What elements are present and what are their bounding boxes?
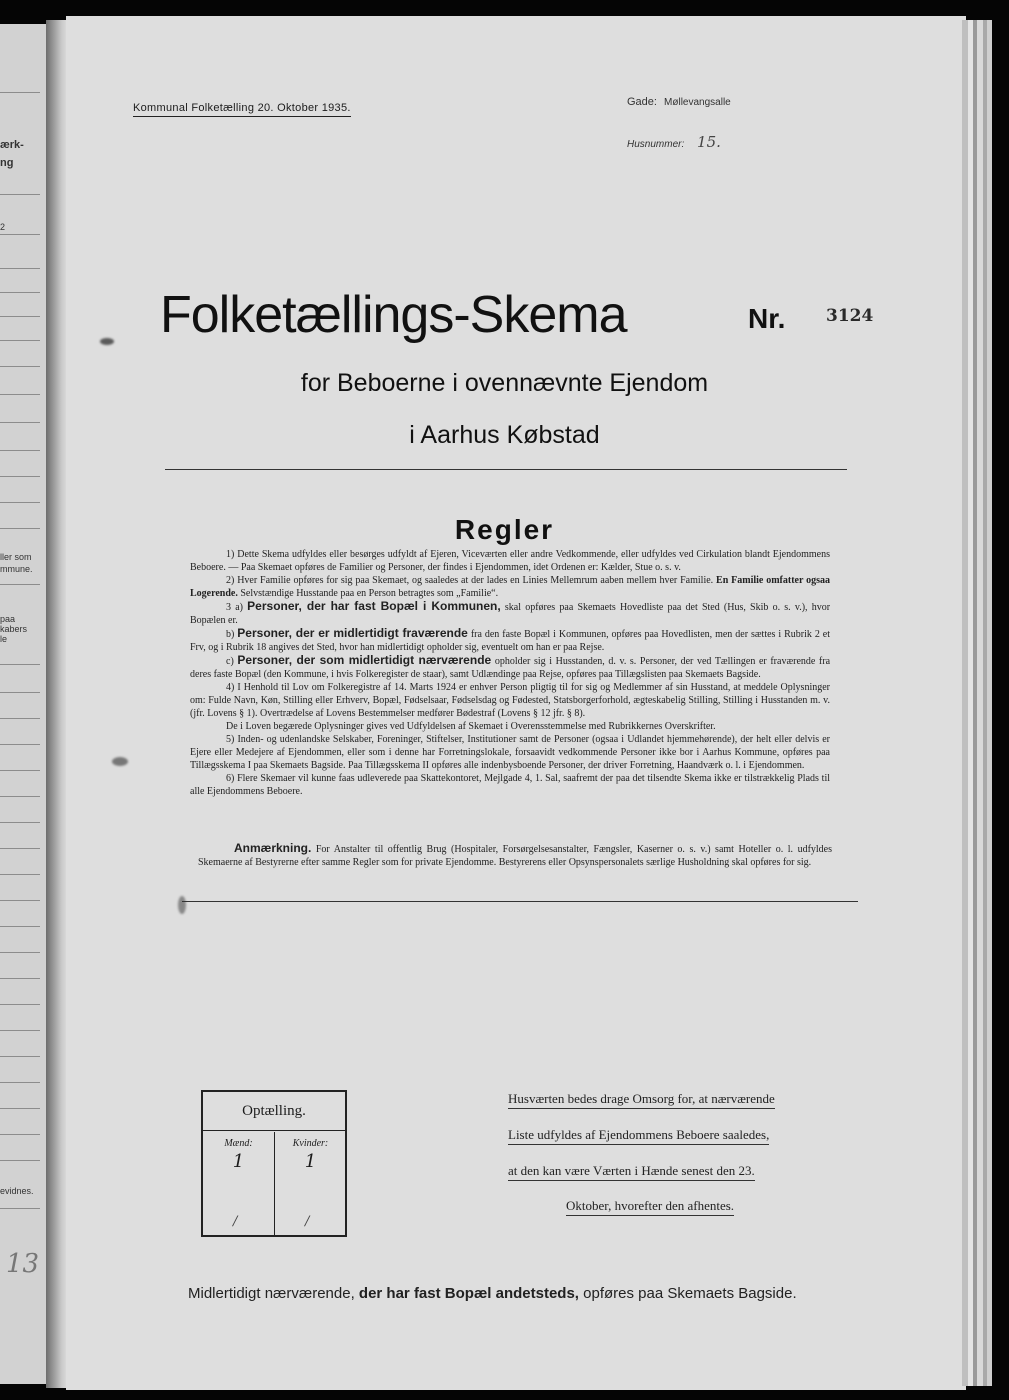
form-title: Folketællings-Skema — [160, 286, 627, 344]
count-box — [201, 1090, 347, 1237]
note-text: For Anstalter til offentlig Brug (Hospitaler, Forsørgelsesanstalter, Fængsler, Kaserner o. s. v.) samt Hoteller o. l. udfyldes Skemaerne af Bestyrerne efter samme Regler som for private Ejendomme. Bestyrerens eller Opsynspersonalets særlige Husholdning skal opføres for sig. — [198, 844, 833, 868]
rule-3b: b) Personer, der er midlertidigt fraværende fra den faste Bopæl i Kommunen, opføres paa Hovedlisten, men der sættes i Rubrik 2 et Frv, og i Rubrik 18 angives det Sted, hvor han midlertidigt opholder sig, eventuelt om han er paa Rejse. — [190, 626, 831, 653]
form-location: i Aarhus Købstad — [409, 421, 600, 449]
left-fragment: mmune. — [0, 564, 33, 574]
form-number-label: Nr. — [748, 303, 786, 334]
rule-3a: 3 a) Personer, der har fast Bopæl i Kommunen, skal opføres paa Skemaets Hovedliste paa det Sted (Hus, Skib o. s. v.), hvor Bopælen er. — [190, 599, 831, 626]
left-fragment: kabers — [0, 624, 28, 634]
men-check-mark: / — [233, 1214, 238, 1229]
book-gutter — [46, 20, 68, 1388]
men-label: Mænd: — [224, 1138, 253, 1149]
rule-4: 4) I Henhold til Lov om Folkeregistre af 14. Marts 1924 er enhver Person pligtig til for sig og Medlemmer af sin Husstand, at meddele Oplysninger om: Fulde Navn, Køn, Stilling eller Erhverv, Bopæl, Fødselsaar, Fødselsdag og Fødested, Statsborgerforhold, ægteskabelig Stilling, Stilling i Husstanden m. v. (jfr. Lovens § 1). Overtrædelse af Lovens Bestemmelser medfører Bødestraf (Lovens § 12 jfr. § 8). — [190, 682, 830, 719]
rule-3c: c) Personer, der som midlertidigt nærværende opholder sig i Husstanden, d. v. s. Personer, der ved Tællingen er fraværende fra deres faste Bopæl (den Kommune, i hvis Folkeregister de staar), samt Udlændinge paa Rejse, opføres paa Tillægslisten paa Skemaets Bagside. — [190, 653, 831, 680]
street-label: Gade: — [627, 96, 657, 108]
house-number-value: 15. — [697, 133, 721, 151]
house-number-label: Husnummer: — [627, 139, 685, 150]
form-number-value: 3124 — [826, 306, 874, 326]
women-check-mark: / — [305, 1214, 310, 1229]
divider — [182, 901, 858, 902]
notice-line: Liste udfyldes af Ejendommens Beboere saaledes, — [508, 1127, 769, 1145]
left-fragment: ng — [0, 157, 14, 169]
street-field — [627, 96, 731, 108]
rule-2: 2) Hver Familie opføres for sig paa Skemaet, og saaledes at der lades en Linies Mellemrum aaben mellem hver Familie. En Familie omfatter ogsaa Logerende. Selvstændige Husstande paa en Person betragtes som „Familie“. — [190, 575, 831, 599]
rule-4b: De i Loven begærede Oplysninger gives ved Udfyldelsen af Skemaet i Overensstemmelse med Rubrikkernes Overskrifter. — [226, 721, 716, 732]
note — [198, 842, 832, 869]
left-fragment: ller som — [0, 552, 32, 562]
rules-heading: Regler — [454, 514, 555, 545]
left-fragment: le — [0, 634, 8, 644]
men-column — [203, 1132, 275, 1235]
page-number: 13 — [6, 1249, 40, 1279]
census-header: Kommunal Folketælling 20. Oktober 1935. — [133, 102, 351, 117]
rule-1: 1) Dette Skema udfyldes eller besørges udfyldt af Ejeren, Viceværten eller andre Vedkommende, eller udfyldes ved Cirkulation blandt Ejendommens Beboere. — Paa Skemaet opføres de Familier og Personer, der findes i Ejendommen, idet Ordenen er: Kælder, Stue o. s. v. — [190, 549, 830, 573]
left-fragment: evidnes. — [0, 1186, 34, 1196]
street-value: Møllevangsalle — [664, 97, 731, 108]
form-subtitle: for Beboerne i ovennævnte Ejendom — [300, 369, 709, 397]
notice-line: Oktober, hvorefter den afhentes. — [566, 1198, 734, 1216]
count-box-title: Optælling. — [203, 1092, 345, 1131]
divider — [165, 469, 847, 470]
left-fragment: paa — [0, 614, 16, 624]
women-label: Kvinder: — [292, 1138, 329, 1149]
left-fragment: 2 — [0, 222, 6, 232]
footer-note: Midlertidigt nærværende, der har fast Bopæl andetsteds, opføres paa Skemaets Bagside. — [188, 1285, 797, 1302]
house-number-field — [627, 133, 721, 151]
left-facing-page — [0, 24, 48, 1384]
women-count: 1 — [304, 1151, 317, 1172]
rule-5: 5) Inden- og udenlandske Selskaber, Foreninger, Stiftelser, Institutioner samt de Personer (ogsaa i Udlandet hjemmehørende), der helt eller delvis er Ejere eller Medejere af Ejendommen, eller som i denne har Forretningslokale, forsaavidt vedkommende Personer ikke bor i Aarhus Kommune, opføres paa Tillægsskema I paa Skemaets Bagside. Paa Tillægsskema II opføres alle indenbysboende Personer, der driver Forretning, Haandværk o. l. i Ejendommen. — [190, 734, 830, 771]
left-fragment: ærk- — [0, 139, 24, 151]
women-column — [275, 1132, 346, 1235]
notice-line: at den kan være Værten i Hænde senest den 23. — [508, 1163, 755, 1181]
rules-text — [190, 548, 830, 798]
men-count: 1 — [232, 1151, 245, 1172]
notice-line: Husværten bedes drage Omsorg for, at nærværende — [508, 1091, 775, 1109]
rule-6: 6) Flere Skemaer vil kunne faas udleverede paa Skattekontoret, Mejlgade 4, 1. Sal, saafremt der paa det tilsendte Skema ikke er tilstrækkelig Plads til alle Ejendommens Beboere. — [190, 773, 830, 797]
note-label: Anmærkning. — [234, 841, 312, 855]
